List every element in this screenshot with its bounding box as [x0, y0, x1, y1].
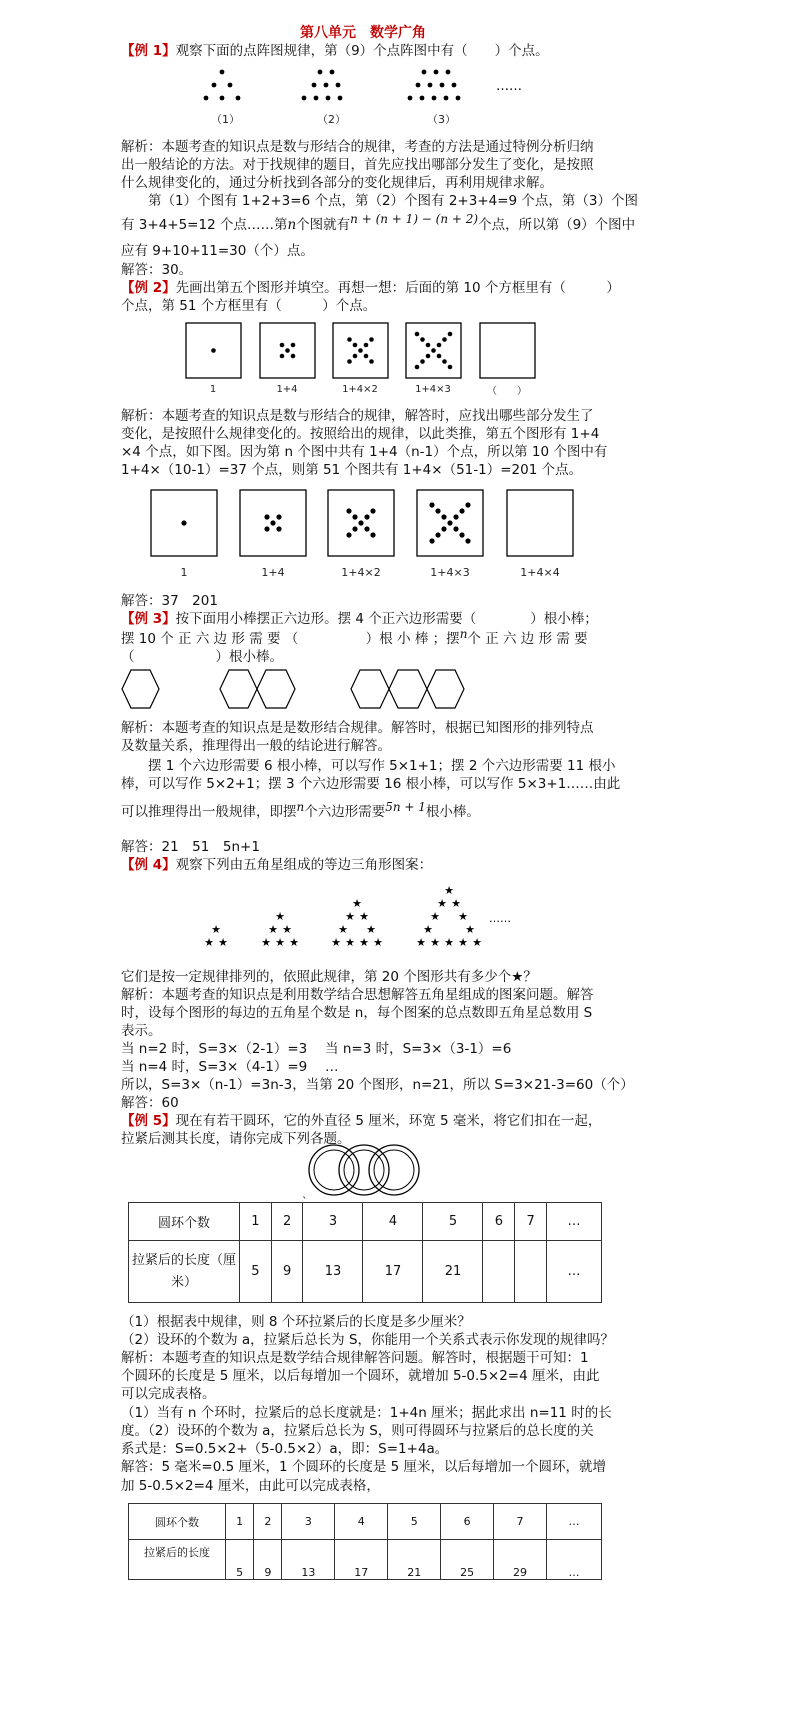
ex5-tag: 【例 5】 [121, 1113, 176, 1129]
ex2-analysis-line4: 1+4×（10-1）=37 个点，则第 51 个图共有 1+4×（51-1）=201 个点。 [121, 462, 583, 478]
ex3-question-text: 按下面用小棒摆正六边形。摆 4 个正六边形需要（ ）根小棒； [175, 611, 598, 627]
table1-header-length [129, 1241, 240, 1303]
ex2-answer: 解答：37 201 [121, 593, 218, 609]
svg-text:★: ★ [458, 936, 468, 949]
ex5-subquestion-2: （2）设环的个数为 a，拉紧后总长为 S，你能用一个关系式表示你发现的规律吗？ [121, 1332, 615, 1348]
table1-length-cell: … [547, 1241, 602, 1303]
table2-count-cell: 7 [494, 1504, 547, 1540]
ex4-ellipsis: …… [489, 912, 511, 925]
ex5-analysis-line2: 个圆环的长度是 5 厘米，以后每增加一个圆环，就增加 5-0.5×2=4 厘米，由此 [121, 1368, 600, 1384]
ex4-question-text: 观察下列由五角星组成的等边三角形图案： [175, 857, 433, 873]
ex5-figure-mark: ˎ [302, 1186, 308, 1199]
ex2-analysis-line2: 变化，是按照什么规律变化的。按照给出的规律，以此类推，第五个图形有 1+4 [121, 426, 600, 442]
table1-count-cell: … [547, 1203, 602, 1241]
ex3-answer: 解答：21 51 5n+1 [121, 839, 260, 855]
ex1-a5-part3: 个点，所以第（9）个图中 [478, 217, 636, 233]
svg-text:★: ★ [275, 936, 285, 949]
svg-text:★: ★ [430, 936, 440, 949]
ex1-formula: n + (n + 1) − (n + 2) [350, 212, 479, 226]
table1-count-cell: 1 [240, 1203, 272, 1241]
table1-length-cell: 5 [240, 1241, 272, 1303]
table1-row-length [129, 1241, 602, 1303]
ex2-label2-1: 1 [180, 566, 188, 579]
ex3-a5-part3: 根小棒。 [425, 804, 480, 820]
ex4-answer: 解答：60 [121, 1095, 179, 1111]
svg-text:★: ★ [437, 897, 447, 910]
ex2-label1-1: 1 [209, 384, 217, 395]
svg-text:★: ★ [275, 910, 285, 923]
ex3-analysis-line4: 棒，可以写作 5×2+1；摆 3 个六边形需要 16 根小棒，可以写作 5×3+1……由此 [121, 776, 621, 792]
ex5-analysis-line4: （1）当有 n 个环时，拉紧后的总长度就是：1+4n 厘米；据此求出 n=11 时的长 [121, 1405, 612, 1421]
ex1-analysis-line6: 应有 9+10+11=30（个）点。 [121, 243, 314, 259]
svg-text:★: ★ [366, 923, 376, 936]
ex5-analysis-line1: 解析：本题考查的知识点是数学结合规律解答问题。解答时，根据题干可知：1 [121, 1350, 589, 1366]
ex5-answer-line1: 解答：5 毫米=0.5 厘米，1 个圆环的长度是 5 厘米，以后每增加一个圆环，就增 [121, 1459, 607, 1475]
svg-text:★: ★ [338, 923, 348, 936]
ex4-analysis-line2: 时，设每个图形的每边的五角星个数是 n，每个图案的总点数即五角星总数用 S [121, 1005, 593, 1021]
ex3-formula: 5n + 1 [385, 800, 426, 814]
ex4-analysis-line3: 表示。 [121, 1023, 162, 1039]
table1-header-count: 圆环个数 [129, 1203, 240, 1241]
table2-length-cell: 9 [254, 1540, 282, 1580]
table2-count-cell: 6 [441, 1504, 494, 1540]
ex4-analysis-line1: 解析：本题考查的知识点是利用数学结合思想解答五角星组成的图案问题。解答 [121, 987, 594, 1003]
ex1-answer: 解答：30。 [121, 262, 193, 278]
svg-text:★: ★ [218, 936, 228, 949]
table2-count-cell: 1 [226, 1504, 254, 1540]
ex3-analysis-line1: 解析：本题考查的知识点是是数形结合规律。解答时，根据已知图形的排列特点 [121, 720, 594, 736]
ex5-table-2 [128, 1503, 602, 1580]
page-title: 第八单元 数学广角 [300, 25, 426, 41]
ex3-a5-part2: 个六边形需要 [304, 804, 386, 820]
table1-length-cell: 21 [423, 1241, 483, 1303]
table2-length-cell: 17 [335, 1540, 388, 1580]
svg-text:★: ★ [352, 897, 362, 910]
ex4-analysis-line5: 当 n=4 时，S=3×（4-1）=9 … [121, 1059, 339, 1075]
ex3-q2-n: n [459, 627, 468, 641]
ex1-a5-part1: 有 3+4+5=12 个点……第 [121, 217, 288, 233]
svg-text:★: ★ [465, 923, 475, 936]
svg-text:★: ★ [289, 936, 299, 949]
table1-count-cell: 6 [483, 1203, 515, 1241]
table1-length-cell [483, 1241, 515, 1303]
table1-length-cell: 17 [363, 1241, 423, 1303]
table2-count-cell: … [547, 1504, 602, 1540]
ex5-question-text: 现在有若干圆环，它的外直径 5 厘米，环宽 5 毫米，将它们扣在一起， [175, 1113, 602, 1129]
ex2-analysis-line3: ×4 个点，如下图。因为第 n 个图中共有 1+4（n-1）个点，所以第 10 个图中有 [121, 444, 608, 460]
ex1-tag: 【例 1】 [121, 43, 176, 59]
svg-text:★: ★ [345, 936, 355, 949]
ex2-label1-3: 1+4×2 [342, 384, 378, 395]
ex1-analysis-line1: 解析：本题考查的知识点是数与形结合的规律，考查的方法是通过特例分析归纳 [121, 139, 594, 155]
ex2-label1-2: 1+4 [276, 384, 298, 395]
ex5-analysis-line3: 可以完成表格。 [121, 1386, 216, 1402]
ex5-subquestion-1: （1）根据表中规律，则 8 个环拉紧后的长度是多少厘米？ [121, 1314, 471, 1330]
ex1-caption-3: （3） [427, 113, 456, 126]
ex1-analysis-line2: 出一般结论的方法。对于找规律的题目，首先应找出哪部分发生了变化，是按照 [121, 157, 594, 173]
table2-length-cell: 13 [282, 1540, 335, 1580]
table2-header-count: 圆环个数 [129, 1504, 226, 1540]
table2-length-cell: 25 [441, 1540, 494, 1580]
ex1-a5-part2: 个图就有 [296, 217, 351, 233]
ex2-label2-2: 1+4 [261, 566, 285, 579]
svg-text:★: ★ [416, 936, 426, 949]
ex1-caption-2: （2） [317, 113, 346, 126]
table1-row-count [129, 1203, 602, 1241]
table2-length-cell: 29 [494, 1540, 547, 1580]
svg-text:★: ★ [268, 923, 278, 936]
svg-text:★: ★ [458, 910, 468, 923]
svg-text:★: ★ [261, 936, 271, 949]
ex2-question-text: 先画出第五个图形并填空。再想一想：后面的第 10 个方框里有（ ） [175, 280, 620, 296]
ex1-analysis-line3: 什么规律变化的，通过分析找到各部分的变化规律后，再利用规律求解。 [121, 175, 553, 191]
table1-count-cell: 7 [515, 1203, 547, 1241]
ex1-caption-1: （1） [211, 113, 240, 126]
table1-count-cell: 2 [271, 1203, 303, 1241]
ex2-label2-4: 1+4×3 [430, 566, 470, 579]
ex5-answer-line2: 加 5-0.5×2=4 厘米，由此可以完成表格， [121, 1478, 380, 1494]
svg-text:★: ★ [451, 897, 461, 910]
svg-text:★: ★ [211, 923, 221, 936]
table2-count-cell: 2 [254, 1504, 282, 1540]
svg-text:★: ★ [444, 936, 454, 949]
ex2-label1-4: 1+4×3 [415, 384, 451, 395]
table2-length-cell: 5 [226, 1540, 254, 1580]
ring-2 [339, 1145, 389, 1195]
table2-length-cell: … [547, 1540, 602, 1580]
ex1-analysis-line4: 第（1）个图有 1+2+3=6 个点，第（2）个图有 2+3+4=9 个点，第（3）个图 [148, 193, 639, 209]
ex4-analysis-line4: 当 n=2 时，S=3×（2-1）=3 当 n=3 时，S=3×（3-1）=6 [121, 1041, 512, 1057]
ex5-analysis-line6: 系式是：S=0.5×2+（5-0.5×2）a，即：S=1+4a。 [121, 1441, 449, 1457]
ex5-question-line2: 拉紧后测其长度，请你完成下列各题。 [121, 1131, 351, 1147]
table2-length-cell: 21 [388, 1540, 441, 1580]
ex3-analysis-line2: 及数量关系，推理得出一般的结论进行解答。 [121, 738, 391, 754]
svg-text:★: ★ [472, 936, 482, 949]
ex3-q2-part2: 个 正 六 边 形 需 要 [467, 631, 588, 647]
svg-text:★: ★ [430, 910, 440, 923]
table1-count-cell: 5 [423, 1203, 483, 1241]
table1-length-cell: 9 [271, 1241, 303, 1303]
ring-1 [309, 1145, 359, 1195]
table1-length-cell: 13 [303, 1241, 363, 1303]
table2-row-count [129, 1504, 602, 1540]
ex5-table-1 [128, 1202, 602, 1303]
ex3-question-line3: （ ）根小棒。 [121, 649, 283, 665]
ex4-question2: 它们是按一定规律排列的，依照此规律，第 20 个图形共有多少个★？ [121, 969, 537, 985]
ex1-ellipsis: …… [496, 79, 522, 94]
ex4-tag: 【例 4】 [121, 857, 176, 873]
ex2-analysis-line1: 解析：本题考查的知识点是数与形结合的规律，解答时，应找出哪些部分发生了 [121, 408, 594, 424]
ex2-label2-3: 1+4×2 [341, 566, 381, 579]
ex3-analysis-line3: 摆 1 个六边形需要 6 根小棒，可以写作 5×1+1；摆 2 个六边形需要 11 根小 [148, 758, 616, 774]
ex2-tag: 【例 2】 [121, 280, 176, 296]
ex3-q2-part1: 摆 10 个 正 六 边 形 需 要 （ ）根 小 棒 ；摆 [121, 631, 460, 647]
table2-count-cell: 4 [335, 1504, 388, 1540]
ex3-tag: 【例 3】 [121, 611, 176, 627]
ex1-question-text: 观察下面的点阵图规律，第（9）个点阵图中有（ ）个点。 [175, 43, 549, 59]
svg-text:★: ★ [282, 923, 292, 936]
table1-count-cell: 4 [363, 1203, 423, 1241]
svg-text:★: ★ [345, 910, 355, 923]
svg-text:★: ★ [359, 910, 369, 923]
table1-count-cell: 3 [303, 1203, 363, 1241]
ex4-analysis-line6: 所以，S=3×（n-1）=3n-3，当第 20 个图形，n=21，所以 S=3×21-3=60（个） [121, 1077, 634, 1093]
ring-3 [369, 1145, 419, 1195]
table1-header-length-l1: 拉紧后的长度（厘 [131, 1252, 236, 1268]
svg-text:★: ★ [423, 923, 433, 936]
ex2-question-line2: 个点，第 51 个方框里有（ ）个点。 [121, 298, 377, 314]
svg-text:★: ★ [204, 936, 214, 949]
ex2-label2-5: 1+4×4 [520, 566, 560, 579]
ex5-analysis-line5: 度。（2）设环的个数为 a，拉紧后总长为 S，则可得圆环与拉紧后的总长度的关 [121, 1423, 594, 1439]
ex1-a5-n: n [287, 217, 297, 233]
table2-count-cell: 3 [282, 1504, 335, 1540]
ex2-label1-5: （ ） [487, 386, 527, 397]
table2-header-length: 拉紧后的长度 [129, 1540, 226, 1580]
table2-count-cell: 5 [388, 1504, 441, 1540]
table1-header-length-l2: 米） [170, 1274, 197, 1290]
svg-text:★: ★ [373, 936, 383, 949]
svg-text:★: ★ [359, 936, 369, 949]
svg-text:★: ★ [331, 936, 341, 949]
svg-text:★: ★ [444, 884, 454, 897]
table2-row-length [129, 1540, 602, 1580]
ex3-a5-part1: 可以推理得出一般规律，即摆 [121, 804, 297, 820]
table1-length-cell [515, 1241, 547, 1303]
ex3-a5-n: n [296, 800, 305, 814]
